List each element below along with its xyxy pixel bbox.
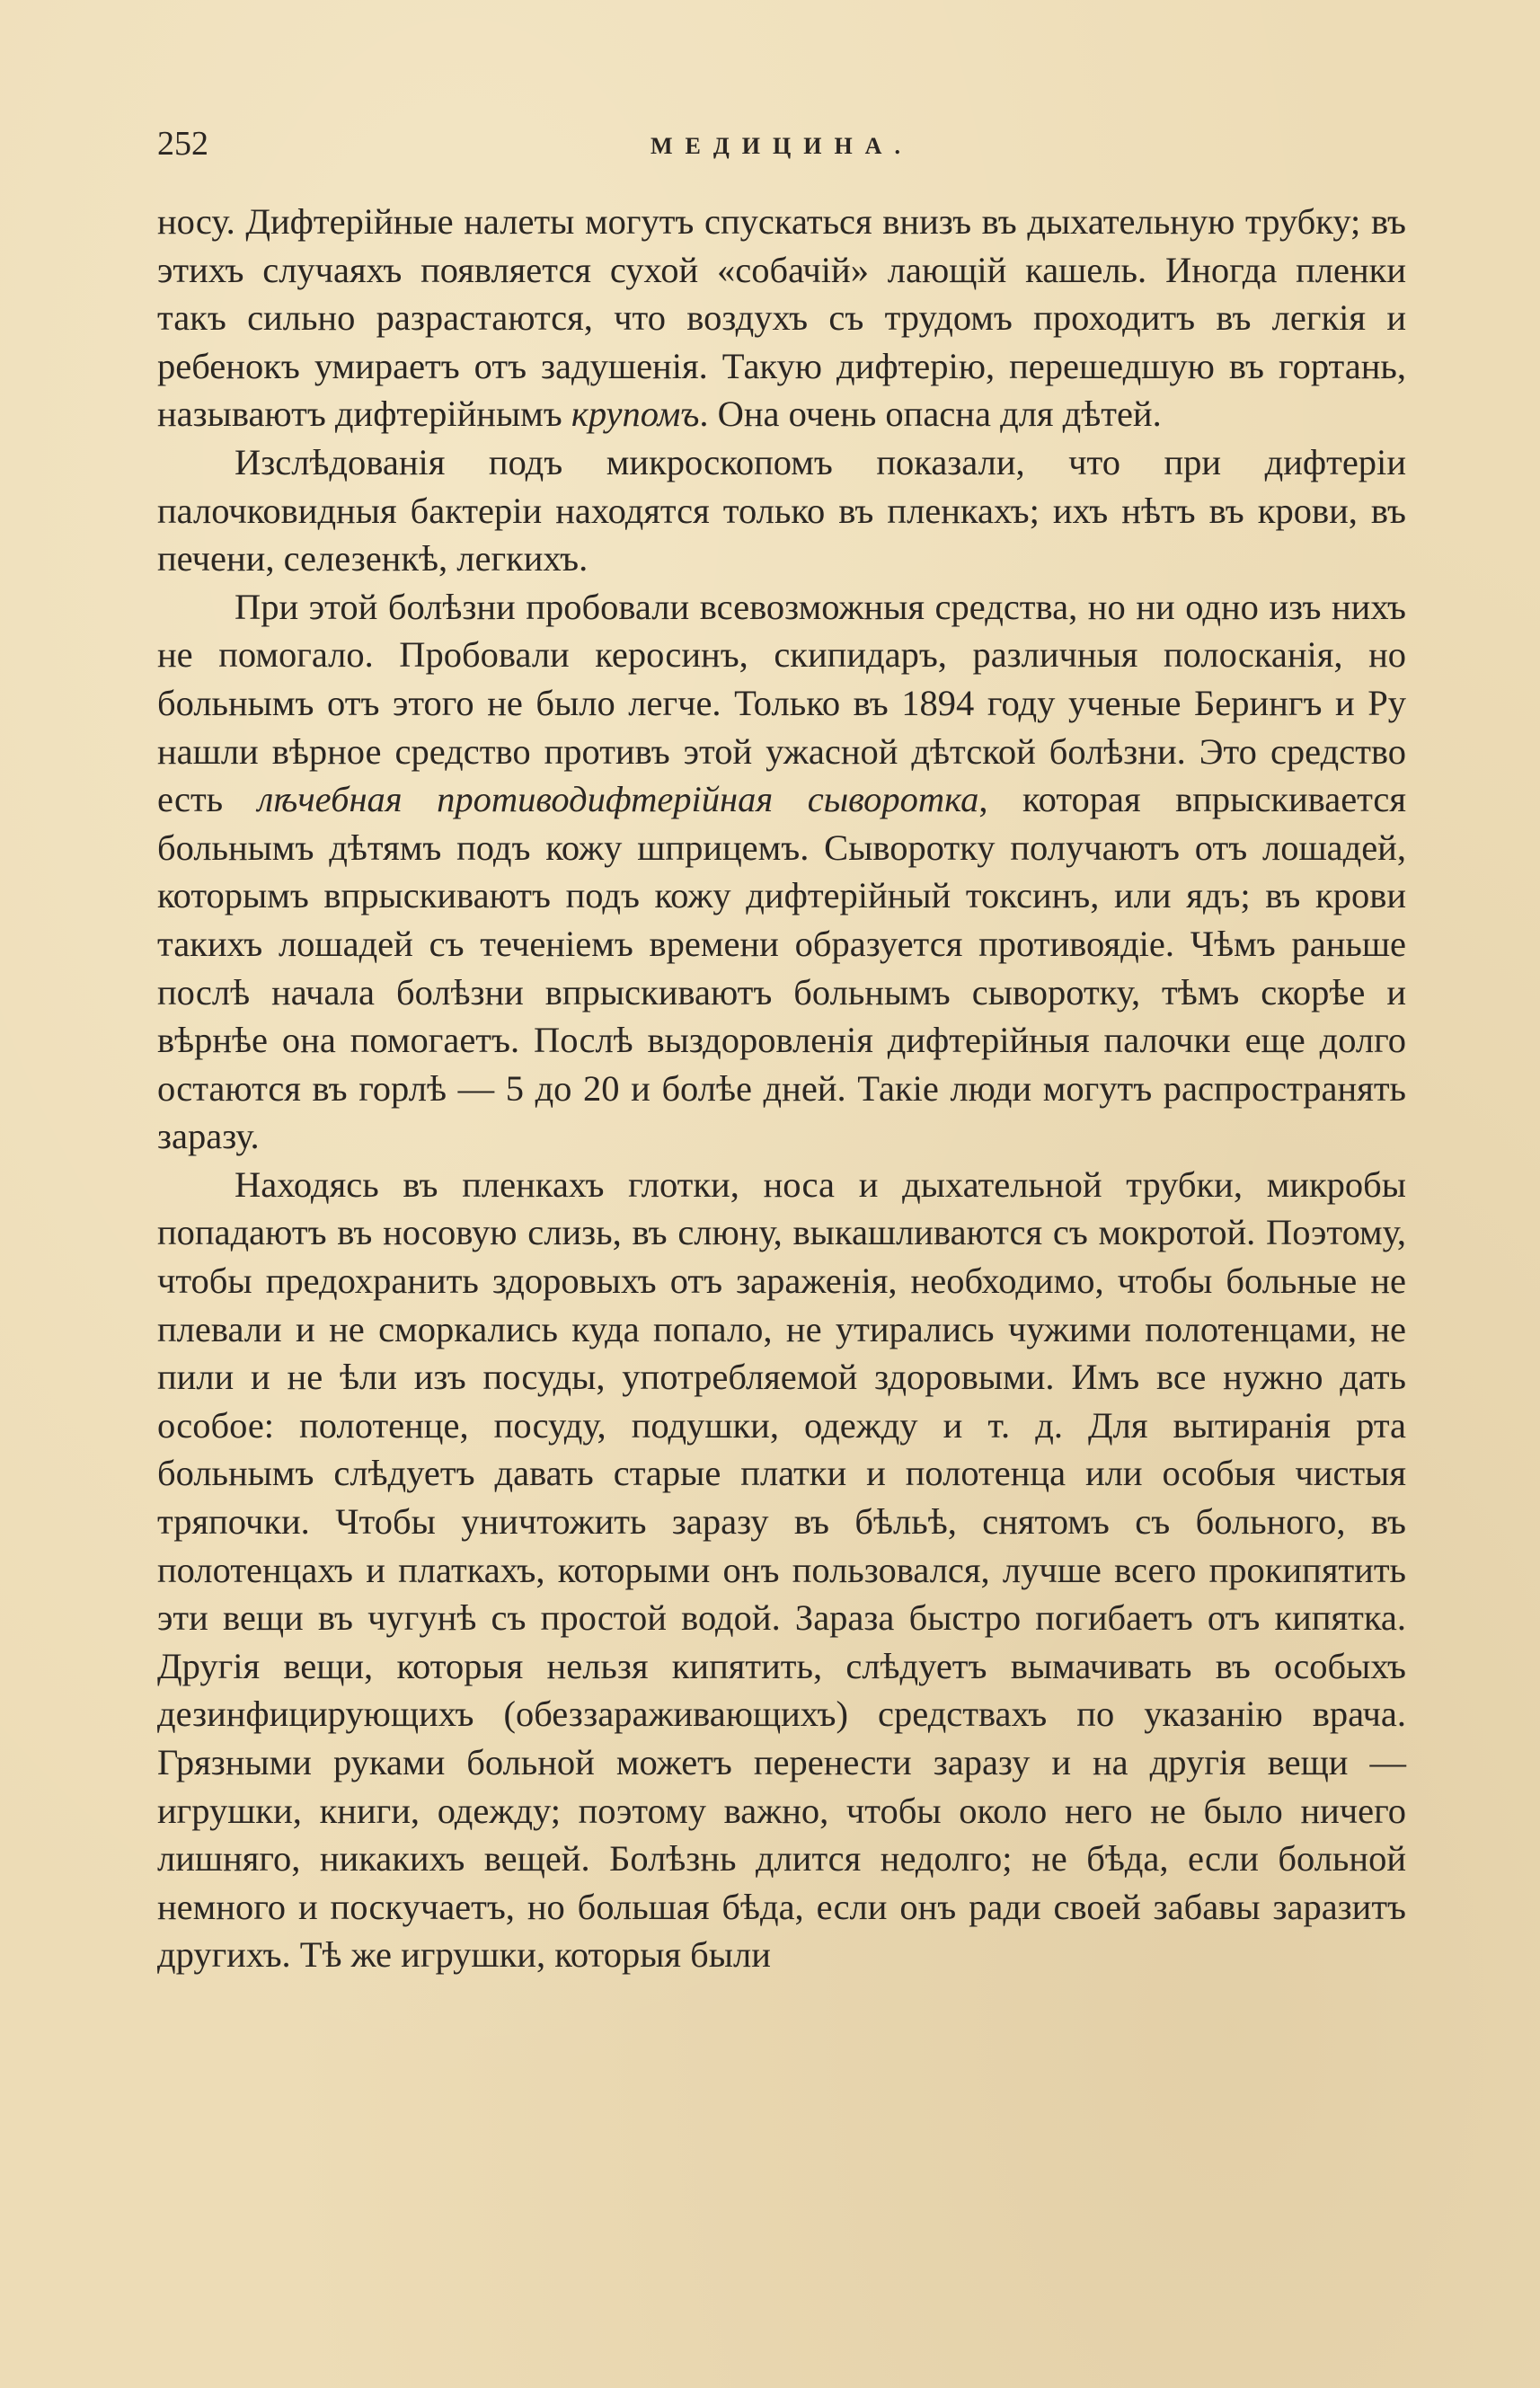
page-number: 252	[157, 125, 208, 163]
paragraph: Находясь въ пленкахъ глотки, носа и дыхательной трубки, микробы попадаютъ въ носовую слизь, въ слюну, выкашливаются съ мокротой. Поэтому, чтобы предохранить здоровыхъ отъ зараженія, необходимо, чтобы больные не плевали и не сморкались куда попало, не утирались чужими полотенцами, не пили и не ѣли изъ посуды, употребляемой здоровыми. Имъ все нужно дать особое: полотенце, посуду, подушки, одежду и т. д. Для вытиранія рта больнымъ слѣдуетъ давать старые платки и полотенца или особыя чистыя тряпочки. Чтобы уничтожить заразу въ бѣльѣ, снятомъ съ больного, въ полотенцахъ и платкахъ, которыми онъ пользовался, лучше всего прокипятить эти вещи въ чугунѣ съ простой водой. Зараза быстро погибаетъ отъ кипятка. Другія вещи, которыя нельзя кипятить, слѣдуетъ вымачивать въ особыхъ дезинфицирующихъ (обеззараживающихъ) средствахъ по указанію врача. Грязными руками больной можетъ перенести заразу и на другія вещи — игрушки, книги, одежду; поэтому важно, чтобы около него не было ничего лишняго, никакихъ вещей. Болѣзнь длится недолго; не бѣда, если больной немного и поскучаетъ, но большая бѣда, если онъ ради своей забавы заразитъ другихъ. Тѣ же игрушки, которыя были	[157, 1163, 1406, 1976]
paragraph: носу. Дифтерійные налеты могутъ спускаться внизъ въ дыхательную трубку; въ этихъ случаяхъ появляется сухой «собачій» лающій кашель. Иногда пленки такъ сильно разрастаются, что воздухъ съ трудомъ проходитъ въ легкія и ребенокъ умираетъ отъ задушенія. Такую дифтерію, перешедшую въ гортань, называютъ дифтерійнымъ крупомъ. Она очень опасна для дѣтей.	[157, 201, 1406, 435]
page-body	[157, 198, 1406, 1979]
paragraph: Изслѣдованія подъ микроскопомъ показали, что при дифтеріи палочковидныя бактеріи находятся только въ пленкахъ; ихъ нѣтъ въ крови, въ печени, селезенкѣ, легкихъ.	[157, 441, 1406, 579]
page-header	[157, 117, 1406, 171]
running-title: МЕДИЦИНА.	[651, 133, 913, 159]
italic-term: крупомъ	[571, 394, 700, 435]
italic-term: лѣчебная противодифтерійная сыворотка	[257, 779, 979, 820]
paragraph: При этой болѣзни пробовали всевозможныя средства, но ни одно изъ нихъ не помогало. Пробовали керосинъ, скипидаръ, различныя полосканія, но больнымъ отъ этого не было легче. Только въ 1894 году ученые Берингъ и Ру нашли вѣрное средство противъ этой ужасной дѣтской болѣзни. Это средство есть лѣчебная противодифтерійная сыворотка, которая впрыскивается больнымъ дѣтямъ подъ кожу шприцемъ. Сыворотку получаютъ отъ лошадей, которымъ впрыскиваютъ подъ кожу дифтерійный токсинъ, или ядъ; въ крови такихъ лошадей съ теченіемъ времени образуется противоядіе. Чѣмъ раньше послѣ начала болѣзни впрыскиваютъ больнымъ сыворотку, тѣмъ скорѣе и вѣрнѣе она помогаетъ. Послѣ выздоровленія дифтерійныя палочки еще долго остаются въ горлѣ — 5 до 20 и болѣе дней. Такіе люди могутъ распространять заразу.	[157, 586, 1407, 1157]
book-page	[157, 117, 1406, 1979]
